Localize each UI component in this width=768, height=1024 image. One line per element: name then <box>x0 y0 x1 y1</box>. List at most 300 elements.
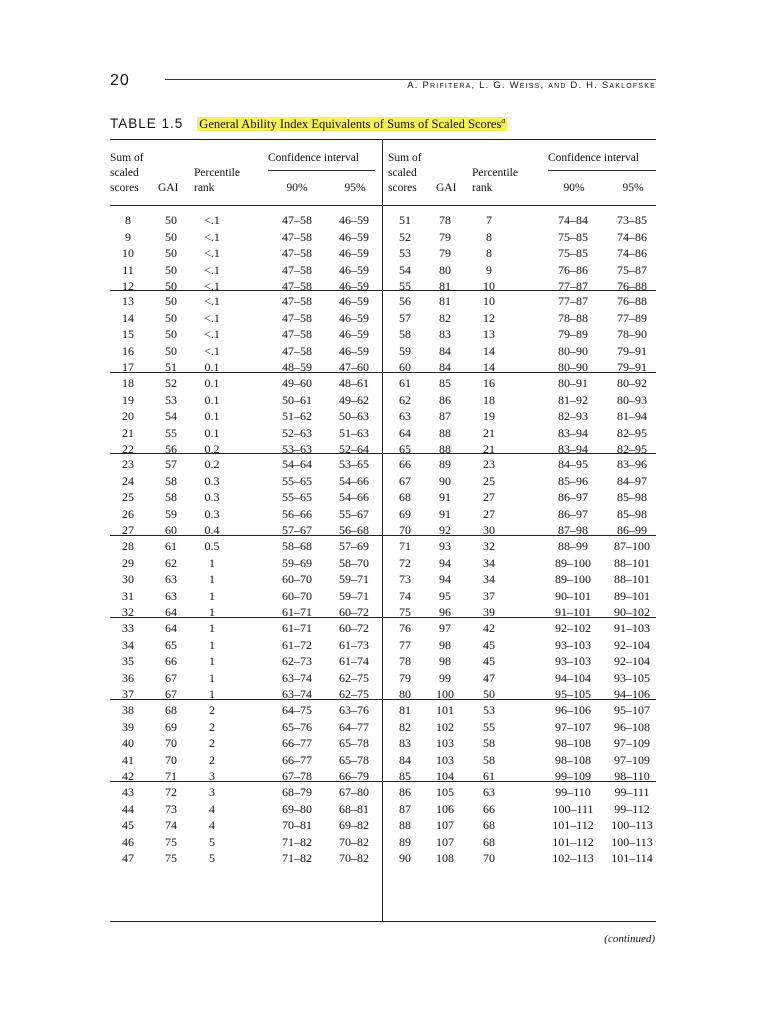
table-row <box>110 343 656 360</box>
left-ci95-cell: 54–66 <box>339 490 369 505</box>
left-percentile-cell: 2 <box>209 752 215 767</box>
left-ci90-cell: 47–58 <box>282 279 312 294</box>
table-bottom-rule <box>110 921 656 922</box>
left-sum-cell: 47 <box>122 851 134 866</box>
group-rule <box>110 781 656 782</box>
table-row <box>110 834 656 851</box>
right-ci95-cell: 94–106 <box>614 687 650 702</box>
right-ci95-cell: 80–93 <box>617 392 647 407</box>
right-percentile-cell: 39 <box>483 605 495 620</box>
right-gai-cell: 85 <box>439 376 451 390</box>
right-gai-cell: 95 <box>439 588 451 603</box>
right-gai-cell: 104 <box>436 769 454 784</box>
left-percentile-cell: 1 <box>209 637 215 652</box>
left-ci90-cell: 47–58 <box>282 262 312 277</box>
left-sum-cell: 13 <box>122 294 134 308</box>
header-ci-right: Confidence interval <box>548 152 640 164</box>
left-ci90-cell: 56–66 <box>282 506 312 521</box>
right-ci90-cell: 82–93 <box>558 409 588 424</box>
table-row <box>110 752 656 769</box>
header-ci95-right: 95% <box>622 182 644 194</box>
table-row <box>110 653 656 670</box>
left-percentile-cell: 2 <box>209 719 215 734</box>
right-ci90-cell: 85–96 <box>558 473 588 488</box>
right-percentile-cell: 21 <box>483 425 495 440</box>
right-sum-cell: 59 <box>399 343 411 358</box>
table-row <box>110 326 656 343</box>
left-ci95-cell: 57–69 <box>339 539 369 553</box>
left-percentile-cell: 3 <box>209 785 215 799</box>
table-row <box>110 229 656 246</box>
right-ci90-cell: 75–85 <box>558 229 588 244</box>
left-gai-cell: 70 <box>165 752 177 767</box>
row-group <box>110 620 656 703</box>
right-ci90-cell: 98–108 <box>555 752 591 767</box>
right-gai-cell: 107 <box>436 834 454 849</box>
right-percentile-cell: 12 <box>483 310 495 325</box>
right-gai-cell: 94 <box>439 555 451 570</box>
table-header-rule <box>110 205 656 206</box>
left-sum-cell: 36 <box>122 670 134 685</box>
right-ci90-cell: 80–90 <box>558 343 588 358</box>
right-percentile-cell: 50 <box>483 687 495 702</box>
right-gai-cell: 101 <box>436 703 454 717</box>
right-sum-cell: 68 <box>399 490 411 505</box>
left-percentile-cell: 0.2 <box>204 457 220 471</box>
right-gai-cell: 98 <box>439 637 451 652</box>
left-gai-cell: 71 <box>165 769 177 784</box>
left-sum-cell: 27 <box>122 523 134 538</box>
right-ci90-cell: 91–101 <box>555 605 591 620</box>
left-percentile-cell: 1 <box>209 588 215 603</box>
right-ci95-cell: 87–100 <box>614 539 650 553</box>
left-ci95-cell: 66–79 <box>339 769 369 784</box>
right-percentile-cell: 53 <box>483 703 495 717</box>
left-ci95-cell: 46–59 <box>339 213 369 227</box>
header-gai-left: GAI <box>158 182 179 194</box>
left-gai-cell: 72 <box>165 785 177 799</box>
left-gai-cell: 67 <box>165 687 177 702</box>
left-ci90-cell: 62–73 <box>282 654 312 669</box>
right-percentile-cell: 68 <box>483 834 495 849</box>
left-percentile-cell: 2 <box>209 703 215 717</box>
right-gai-cell: 94 <box>439 572 451 587</box>
left-ci90-cell: 66–77 <box>282 752 312 767</box>
table-row <box>110 801 656 818</box>
right-ci90-cell: 83–94 <box>558 425 588 440</box>
table-row <box>110 686 656 703</box>
left-ci95-cell: 59–71 <box>339 572 369 587</box>
left-ci90-cell: 70–81 <box>282 818 312 833</box>
left-ci90-cell: 50–61 <box>282 392 312 407</box>
left-sum-cell: 12 <box>122 279 134 294</box>
left-gai-cell: 70 <box>165 736 177 751</box>
left-ci90-cell: 47–58 <box>282 343 312 358</box>
table-row <box>110 571 656 588</box>
right-ci90-cell: 97–107 <box>555 719 591 734</box>
right-ci90-cell: 76–86 <box>558 262 588 277</box>
right-percentile-cell: 55 <box>483 719 495 734</box>
left-gai-cell: 53 <box>165 392 177 407</box>
row-group <box>110 702 656 785</box>
table-row <box>110 522 656 539</box>
left-ci95-cell: 60–72 <box>339 621 369 635</box>
left-ci95-cell: 55–67 <box>339 506 369 521</box>
right-sum-cell: 51 <box>399 213 411 227</box>
right-gai-cell: 102 <box>436 719 454 734</box>
right-ci95-cell: 84–97 <box>617 473 647 488</box>
ci-underline-right <box>548 170 656 171</box>
table-row <box>110 375 656 392</box>
left-gai-cell: 50 <box>165 262 177 277</box>
right-sum-cell: 65 <box>399 442 411 457</box>
right-gai-cell: 103 <box>436 736 454 751</box>
right-sum-cell: 54 <box>399 262 411 277</box>
right-percentile-cell: 7 <box>486 213 492 227</box>
group-rule <box>110 535 656 536</box>
ci-underline-left <box>268 170 375 171</box>
left-gai-cell: 57 <box>165 457 177 471</box>
left-ci95-cell: 46–59 <box>339 294 369 308</box>
right-percentile-cell: 27 <box>483 506 495 521</box>
right-ci90-cell: 101–112 <box>552 834 594 849</box>
right-sum-cell: 73 <box>399 572 411 587</box>
right-percentile-cell: 42 <box>483 621 495 635</box>
left-gai-cell: 64 <box>165 605 177 620</box>
left-ci90-cell: 53–63 <box>282 442 312 457</box>
right-gai-cell: 78 <box>439 213 451 227</box>
table-row <box>110 768 656 785</box>
right-ci95-cell: 92–104 <box>614 637 650 652</box>
left-ci90-cell: 69–80 <box>282 801 312 816</box>
right-ci90-cell: 77–87 <box>558 279 588 294</box>
right-ci90-cell: 80–91 <box>558 376 588 390</box>
right-sum-cell: 82 <box>399 719 411 734</box>
left-percentile-cell: <.1 <box>204 327 220 342</box>
left-gai-cell: 52 <box>165 376 177 390</box>
left-ci95-cell: 49–62 <box>339 392 369 407</box>
left-percentile-cell: 0.4 <box>204 523 220 538</box>
left-gai-cell: 58 <box>165 473 177 488</box>
right-sum-cell: 72 <box>399 555 411 570</box>
right-percentile-cell: 32 <box>483 539 495 553</box>
left-ci90-cell: 60–70 <box>282 588 312 603</box>
left-sum-cell: 29 <box>122 555 134 570</box>
left-ci90-cell: 51–62 <box>282 409 312 424</box>
left-ci90-cell: 52–63 <box>282 425 312 440</box>
right-gai-cell: 98 <box>439 654 451 669</box>
left-percentile-cell: 1 <box>209 605 215 620</box>
left-ci95-cell: 59–71 <box>339 588 369 603</box>
right-ci90-cell: 77–87 <box>558 294 588 308</box>
table-row <box>110 473 656 490</box>
right-ci90-cell: 74–84 <box>558 213 588 227</box>
right-ci90-cell: 99–110 <box>555 785 591 799</box>
left-ci90-cell: 67–78 <box>282 769 312 784</box>
left-ci95-cell: 60–72 <box>339 605 369 620</box>
right-gai-cell: 91 <box>439 490 451 505</box>
left-gai-cell: 73 <box>165 801 177 816</box>
right-gai-cell: 100 <box>436 687 454 702</box>
left-sum-cell: 34 <box>122 637 134 652</box>
right-gai-cell: 80 <box>439 262 451 277</box>
right-gai-cell: 83 <box>439 327 451 342</box>
right-ci95-cell: 79–91 <box>617 343 647 358</box>
right-percentile-cell: 37 <box>483 588 495 603</box>
right-percentile-cell: 63 <box>483 785 495 799</box>
left-gai-cell: 50 <box>165 310 177 325</box>
right-ci90-cell: 75–85 <box>558 246 588 261</box>
table-title-text: General Ability Index Equivalents of Sums of Scaled Scores <box>199 117 502 132</box>
left-ci90-cell: 68–79 <box>282 785 312 799</box>
table-row <box>110 817 656 834</box>
right-gai-cell: 84 <box>439 343 451 358</box>
right-ci95-cell: 99–111 <box>614 785 650 799</box>
left-ci90-cell: 66–77 <box>282 736 312 751</box>
left-percentile-cell: 5 <box>209 851 215 866</box>
header-sum-left-3: scores <box>110 182 139 194</box>
left-ci95-cell: 46–59 <box>339 327 369 342</box>
left-gai-cell: 50 <box>165 213 177 227</box>
right-percentile-cell: 58 <box>483 736 495 751</box>
left-ci95-cell: 54–66 <box>339 473 369 488</box>
left-ci95-cell: 65–78 <box>339 752 369 767</box>
left-percentile-cell: 1 <box>209 654 215 669</box>
left-gai-cell: 74 <box>165 818 177 833</box>
right-sum-cell: 77 <box>399 637 411 652</box>
right-ci90-cell: 83–94 <box>558 442 588 457</box>
table-row <box>110 506 656 523</box>
right-gai-cell: 81 <box>439 279 451 294</box>
left-percentile-cell: <.1 <box>204 343 220 358</box>
left-percentile-cell: <.1 <box>204 229 220 244</box>
left-sum-cell: 21 <box>122 425 134 440</box>
left-sum-cell: 33 <box>122 621 134 635</box>
table-row <box>110 293 656 310</box>
left-sum-cell: 37 <box>122 687 134 702</box>
right-ci90-cell: 78–88 <box>558 310 588 325</box>
left-ci90-cell: 60–70 <box>282 572 312 587</box>
right-percentile-cell: 70 <box>483 851 495 866</box>
right-sum-cell: 56 <box>399 294 411 308</box>
right-sum-cell: 83 <box>399 736 411 751</box>
left-sum-cell: 35 <box>122 654 134 669</box>
right-sum-cell: 69 <box>399 506 411 521</box>
right-sum-cell: 60 <box>399 360 411 375</box>
left-ci90-cell: 63–74 <box>282 687 312 702</box>
group-rule <box>110 699 656 700</box>
left-ci95-cell: 69–82 <box>339 818 369 833</box>
left-percentile-cell: 0.3 <box>204 506 220 521</box>
right-ci90-cell: 100–111 <box>552 801 594 816</box>
left-gai-cell: 67 <box>165 670 177 685</box>
right-ci90-cell: 89–100 <box>555 555 591 570</box>
left-ci90-cell: 47–58 <box>282 294 312 308</box>
table-row <box>110 735 656 752</box>
right-sum-cell: 70 <box>399 523 411 538</box>
right-ci90-cell: 92–102 <box>555 621 591 635</box>
right-ci95-cell: 100–113 <box>611 834 653 849</box>
right-gai-cell: 92 <box>439 523 451 538</box>
left-ci90-cell: 61–71 <box>282 605 312 620</box>
right-percentile-cell: 58 <box>483 752 495 767</box>
left-percentile-cell: 0.1 <box>204 360 220 375</box>
table-row <box>110 702 656 719</box>
table-row <box>110 555 656 572</box>
table-top-rule <box>110 139 656 140</box>
left-gai-cell: 59 <box>165 506 177 521</box>
left-gai-cell: 69 <box>165 719 177 734</box>
left-sum-cell: 8 <box>125 213 131 227</box>
right-ci95-cell: 98–110 <box>614 769 650 784</box>
left-percentile-cell: 4 <box>209 818 215 833</box>
right-ci95-cell: 80–92 <box>617 376 647 390</box>
table-row <box>110 604 656 621</box>
left-ci95-cell: 63–76 <box>339 703 369 717</box>
right-gai-cell: 90 <box>439 473 451 488</box>
table-row <box>110 670 656 687</box>
right-ci90-cell: 90–101 <box>555 588 591 603</box>
header-sum-left-1: Sum of <box>110 152 144 164</box>
right-percentile-cell: 21 <box>483 442 495 457</box>
left-sum-cell: 38 <box>122 703 134 717</box>
table-row <box>110 392 656 409</box>
right-ci95-cell: 82–95 <box>617 442 647 457</box>
right-ci90-cell: 95–105 <box>555 687 591 702</box>
left-gai-cell: 50 <box>165 327 177 342</box>
right-ci90-cell: 102–113 <box>552 851 594 866</box>
left-gai-cell: 75 <box>165 834 177 849</box>
right-sum-cell: 86 <box>399 785 411 799</box>
right-ci95-cell: 96–108 <box>614 719 650 734</box>
right-gai-cell: 86 <box>439 392 451 407</box>
left-gai-cell: 68 <box>165 703 177 717</box>
right-percentile-cell: 8 <box>486 246 492 261</box>
right-sum-cell: 89 <box>399 834 411 849</box>
header-ci90-left: 90% <box>286 182 308 194</box>
table-row <box>110 620 656 637</box>
row-group <box>110 784 656 867</box>
right-percentile-cell: 30 <box>483 523 495 538</box>
left-sum-cell: 18 <box>122 376 134 390</box>
header-pct-right-1: Percentile <box>472 167 518 179</box>
left-sum-cell: 9 <box>125 229 131 244</box>
right-sum-cell: 79 <box>399 670 411 685</box>
right-percentile-cell: 13 <box>483 327 495 342</box>
left-sum-cell: 32 <box>122 605 134 620</box>
left-ci90-cell: 63–74 <box>282 670 312 685</box>
header-pct-right-2: rank <box>472 182 493 194</box>
right-percentile-cell: 45 <box>483 637 495 652</box>
left-gai-cell: 51 <box>165 360 177 375</box>
left-percentile-cell: 0.1 <box>204 409 220 424</box>
left-ci90-cell: 57–67 <box>282 523 312 538</box>
table-row <box>110 262 656 279</box>
right-ci95-cell: 76–88 <box>617 279 647 294</box>
left-ci95-cell: 64–77 <box>339 719 369 734</box>
right-sum-cell: 63 <box>399 409 411 424</box>
left-percentile-cell: 2 <box>209 736 215 751</box>
continued-note: (continued) <box>604 933 655 945</box>
left-sum-cell: 17 <box>122 360 134 375</box>
left-ci95-cell: 47–60 <box>339 360 369 375</box>
right-gai-cell: 96 <box>439 605 451 620</box>
left-gai-cell: 50 <box>165 229 177 244</box>
right-ci90-cell: 80–90 <box>558 360 588 375</box>
right-ci95-cell: 91–103 <box>614 621 650 635</box>
left-gai-cell: 58 <box>165 490 177 505</box>
right-ci95-cell: 100–113 <box>611 818 653 833</box>
table-row <box>110 212 656 229</box>
left-ci90-cell: 55–65 <box>282 490 312 505</box>
left-ci95-cell: 48–61 <box>339 376 369 390</box>
row-group <box>110 212 656 295</box>
right-ci90-cell: 86–97 <box>558 506 588 521</box>
row-group <box>110 538 656 621</box>
left-sum-cell: 30 <box>122 572 134 587</box>
left-gai-cell: 63 <box>165 572 177 587</box>
left-ci95-cell: 46–59 <box>339 262 369 277</box>
table-row <box>110 408 656 425</box>
right-percentile-cell: 8 <box>486 229 492 244</box>
right-percentile-cell: 18 <box>483 392 495 407</box>
left-sum-cell: 31 <box>122 588 134 603</box>
left-sum-cell: 39 <box>122 719 134 734</box>
left-sum-cell: 43 <box>122 785 134 799</box>
right-gai-cell: 105 <box>436 785 454 799</box>
left-ci95-cell: 61–74 <box>339 654 369 669</box>
left-ci95-cell: 46–59 <box>339 279 369 294</box>
left-sum-cell: 45 <box>122 818 134 833</box>
right-ci90-cell: 84–95 <box>558 457 588 471</box>
left-ci90-cell: 61–71 <box>282 621 312 635</box>
left-ci95-cell: 62–75 <box>339 670 369 685</box>
right-ci95-cell: 77–89 <box>617 310 647 325</box>
row-group <box>110 375 656 458</box>
left-ci90-cell: 64–75 <box>282 703 312 717</box>
right-percentile-cell: 45 <box>483 654 495 669</box>
left-percentile-cell: <.1 <box>204 279 220 294</box>
right-sum-cell: 81 <box>399 703 411 717</box>
table-row <box>110 784 656 801</box>
right-sum-cell: 62 <box>399 392 411 407</box>
table-row <box>110 637 656 654</box>
right-ci95-cell: 97–109 <box>614 736 650 751</box>
left-percentile-cell: 0.1 <box>204 425 220 440</box>
left-sum-cell: 25 <box>122 490 134 505</box>
left-sum-cell: 24 <box>122 473 134 488</box>
group-rule <box>110 290 656 291</box>
right-ci90-cell: 93–103 <box>555 637 591 652</box>
left-percentile-cell: <.1 <box>204 262 220 277</box>
right-sum-cell: 64 <box>399 425 411 440</box>
left-gai-cell: 50 <box>165 279 177 294</box>
group-rule <box>110 617 656 618</box>
left-sum-cell: 46 <box>122 834 134 849</box>
left-ci90-cell: 47–58 <box>282 246 312 261</box>
running-head: A. Prifitera, L. G. Weiss, and D. H. Saklofske <box>407 80 656 91</box>
right-ci95-cell: 92–104 <box>614 654 650 669</box>
right-ci95-cell: 74–86 <box>617 229 647 244</box>
right-gai-cell: 93 <box>439 539 451 553</box>
left-percentile-cell: <.1 <box>204 294 220 308</box>
left-sum-cell: 19 <box>122 392 134 407</box>
left-ci95-cell: 62–75 <box>339 687 369 702</box>
left-ci90-cell: 47–58 <box>282 213 312 227</box>
right-sum-cell: 61 <box>399 376 411 390</box>
left-percentile-cell: 0.3 <box>204 473 220 488</box>
row-group <box>110 456 656 539</box>
